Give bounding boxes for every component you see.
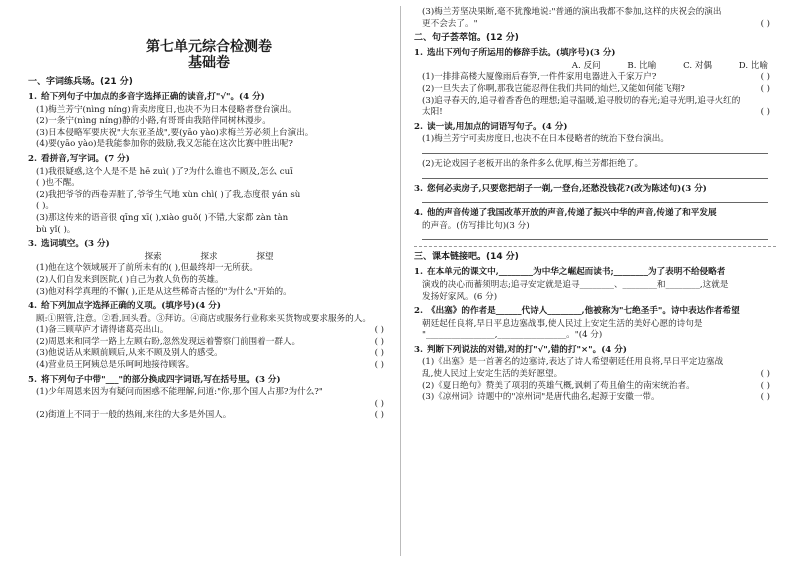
question-line: (3)日本侵略军要庆祝"大东亚圣战",要(yāo yào)求梅兰芳必须上台演出。: [36, 127, 314, 138]
question-line: (2)人们自发来到医院,( )自己为救人负伤的英雄。: [36, 274, 224, 285]
item-text: (2)一旦失去了你啊,那我岂能忍得住我们共同的灿烂,又能如何能飞翔?: [422, 83, 685, 94]
question-number: 2.: [414, 306, 423, 317]
item-text: 乱,使人民过上安定生活的美好愿望。: [422, 369, 563, 380]
question-r1: [414, 49, 776, 58]
question-text: 给下列加点字选择正确的义项。(填序号)(4 分): [40, 301, 221, 312]
question-text: 选出下列句子所运用的修辞手法。(填序号)(3 分): [426, 48, 616, 59]
section-heading-3: 三、课本链接吧。(14 分): [414, 252, 519, 263]
question-number: 1.: [414, 48, 423, 59]
question-line: ( )也不醒。: [36, 178, 80, 189]
word-choices: [28, 253, 390, 262]
section-heading-2: 二、句子荟萃馆。(12 分): [414, 33, 519, 44]
question-text: 在本单元的课文中,________为中华之崛起而读书;________为了表明不给侵略者: [426, 267, 726, 278]
question-text: 判断下列说法的对错,对的打"√",错的打"×"。(4 分): [426, 344, 627, 355]
page-title: 第七单元综合检测卷: [146, 39, 272, 55]
question-number: 1.: [28, 92, 37, 102]
choice-option: A. 反问: [571, 60, 601, 71]
question-line: (2)我把爷爷的西卷弄脏了,爷爷生气地 xùn chì( )了我,态度很 yán sù: [36, 189, 301, 200]
question-number: 3.: [28, 239, 37, 250]
question-line: 朝廷起任良将,早日平息边塞战事,使人民过上安定生活的美好心愿的诗句是: [422, 318, 703, 329]
question-text: 选词填空。(3 分): [40, 239, 110, 250]
answer-line[interactable]: [422, 177, 768, 179]
section-separator: [414, 246, 776, 247]
question-line: (3)他对科学真理的不懈( ),正是从这些稀奇古怪的"为什么"开始的。: [36, 286, 292, 297]
question-line: (1)我很疑惑,这个人是不是 hē zuì( )了?为什么谁也不顾及,怎么 cuī: [36, 166, 293, 177]
question-text: 您何必卖房子,只要您把胡子一剃,一登台,还愁没钱花?(改为陈述句)(3 分): [426, 183, 707, 194]
question-text: 给下列句子中加点的多音字选择正确的读音,打"√"。(4 分): [40, 92, 265, 102]
item-text: (1)一排排高楼大厦像雨后春笋,一件件家用电器进入千家万户?: [422, 72, 657, 83]
question-4: [28, 302, 390, 311]
answer-paren[interactable]: ( ): [374, 410, 384, 421]
question-2: [28, 155, 390, 164]
column-divider: [400, 6, 401, 556]
word-choice: 探求: [200, 251, 218, 262]
item-text: (2)街道上不同于一般的热闹,来往的大多是外国人。: [36, 410, 232, 421]
answer-paren[interactable]: ( ): [760, 369, 770, 380]
left-column: [28, 0, 390, 561]
question-line: [414, 393, 776, 402]
word-choice: 探望: [256, 251, 274, 262]
question-line: 发扬好家风。(6 分): [422, 291, 498, 302]
answer-paren[interactable]: ( ): [374, 360, 384, 371]
question-r7: [414, 346, 776, 355]
question-number: 4.: [28, 301, 37, 312]
item-text: 更不会去了。": [422, 18, 478, 29]
question-number: 2.: [28, 153, 37, 164]
question-line: [28, 326, 390, 335]
right-column: [414, 0, 776, 561]
question-line: [28, 361, 390, 370]
question-text: 读一读,用加点的词语写句子。(4 分): [426, 121, 568, 132]
section-heading-1: 一、字词练兵场。(21 分): [28, 77, 133, 87]
answer-paren[interactable]: ( ): [760, 380, 770, 391]
question-line: (3)追寻春天的,追寻着香香色的理想;追寻温暖,追寻殷切的春光;追寻光明,追寻火红的: [422, 95, 741, 106]
rhetoric-choices: [414, 62, 768, 71]
item-text: (3)他说话从来顾前顾后,从来不顾及别人的感受。: [36, 348, 223, 359]
question-line: [28, 411, 390, 420]
question-number: 2.: [414, 121, 423, 132]
question-number: 3.: [414, 344, 423, 355]
question-line: [414, 20, 776, 29]
question-text: 将下列句子中带"___"的部分换成四字词语,写在括号里。(3 分): [40, 374, 281, 385]
question-line: (3)梅兰芳坚决果断,毫不犹豫地说:"普通的演出我都不参加,这样的庆祝会的演出: [422, 7, 722, 17]
question-r5: [414, 268, 776, 277]
question-line: 的声音。(仿写排比句)(3 分): [422, 220, 530, 231]
answer-paren[interactable]: ( ): [760, 72, 770, 83]
question-line: 演戏的决心而蓄须明志;追寻安定就是追寻________、________和________,这就是: [422, 279, 729, 290]
answer-paren[interactable]: ( ): [374, 348, 384, 359]
answer-line[interactable]: [422, 238, 768, 240]
question-line: (1)《出塞》是一首著名的边塞诗,表达了诗人希望朝廷任用良将,早日平定边塞战: [422, 357, 724, 368]
answer-line[interactable]: [422, 152, 768, 154]
definition-line: 顾:①照管,注意。②看,回头看。③拜访。④商店或服务行业称来买货物或要求服务的人。: [36, 313, 371, 324]
answer-line[interactable]: [422, 201, 768, 203]
answer-paren[interactable]: ( ): [760, 83, 770, 94]
item-text: (3)《凉州词》诗题中的"凉州词"是唐代曲名,起源于安徽一带。: [422, 392, 660, 403]
question-line: (1)他在这个领域展开了前所未有的( ),但最终却一无所获。: [36, 263, 258, 274]
answer-paren[interactable]: ( ): [374, 398, 384, 409]
question-r6: [414, 307, 776, 316]
question-line: [28, 400, 390, 409]
item-text: (2)《夏日绝句》赞美了项羽的英雄气概,讽刺了苟且偷生的南宋统治者。: [422, 380, 695, 391]
question-5: [28, 376, 390, 385]
question-line: (2)无论戏园子老板开出的条件多么优厚,梅兰芳都拒绝了。: [422, 158, 644, 169]
question-line: (3)那这传来的语音很 qīng xī( ),xiào guǒ( )不错,大家都 zàn tàn: [36, 212, 289, 223]
item-text: (1)备三顾草庐才请得诸葛亮出山。: [36, 325, 169, 336]
answer-paren[interactable]: ( ): [760, 392, 770, 403]
choice-option: B. 比喻: [627, 60, 657, 71]
question-line: [414, 382, 776, 391]
question-line: [414, 73, 776, 82]
answer-paren[interactable]: ( ): [374, 336, 384, 347]
question-line: (1)梅兰芳宁(nìng níng)肯卖房度日,也决不为日本侵略者登台演出。: [36, 104, 297, 115]
question-line: [28, 338, 390, 347]
answer-paren[interactable]: ( ): [760, 18, 770, 29]
question-line: [414, 85, 776, 94]
question-line: (1)梅兰芳宁可卖房度日,也决不在日本侵略者的统治下登台演出。: [422, 134, 669, 145]
question-text: 《出塞》的作者是______代诗人________,他被称为"七绝圣手"。诗中表达作者希望: [426, 306, 740, 317]
question-r4: [414, 209, 776, 218]
question-line: (2)一条宁(nìng níng)静的小路,有哥哥由我陪伴同树林漫步。: [36, 116, 271, 127]
word-choice: 探索: [144, 251, 162, 262]
question-number: 5.: [28, 374, 37, 385]
question-line: ( )。: [36, 201, 55, 212]
question-line: [414, 370, 776, 379]
question-line: [414, 108, 776, 117]
question-line: bù yǐ( )。: [36, 224, 76, 235]
answer-paren[interactable]: ( ): [760, 107, 770, 118]
choice-option: D. 比喻: [738, 60, 768, 71]
question-number: 3.: [414, 183, 423, 194]
item-text: 太阳!: [422, 107, 443, 118]
item-text: (4)营业员王阿姨总是乐呵呵地接待顾客。: [36, 360, 195, 371]
question-r2: [414, 123, 776, 132]
question-line: (4)要(yāo yào)是我能参加你的鼓励,我又怎能在这次比赛中胜出呢?: [36, 139, 293, 150]
question-r3: [414, 185, 776, 194]
answer-paren[interactable]: ( ): [374, 325, 384, 336]
question-text: 他的声音传递了我国改革开放的声音,传递了振兴中华的声音,传递了和平发展: [426, 208, 717, 219]
question-1: [28, 93, 390, 102]
question-3: [28, 240, 390, 249]
question-number: 1.: [414, 267, 423, 278]
question-number: 4.: [414, 208, 423, 219]
page-subtitle: 基础卷: [188, 55, 230, 71]
choice-option: C. 对偶: [683, 60, 713, 71]
item-text: (2)周恩来和同学一路上左顾右盼,忽然发现远着警察门前围着一群人。: [36, 336, 301, 347]
question-line: (1)少年周恩来因为有疑问而困惑不能理解,问道:"你,那个国人占那?为什么?": [36, 387, 323, 398]
question-line: "________________,________________。"(4 分): [422, 330, 603, 341]
question-text: 看拼音,写字词。(7 分): [40, 153, 130, 164]
question-line: [28, 349, 390, 358]
